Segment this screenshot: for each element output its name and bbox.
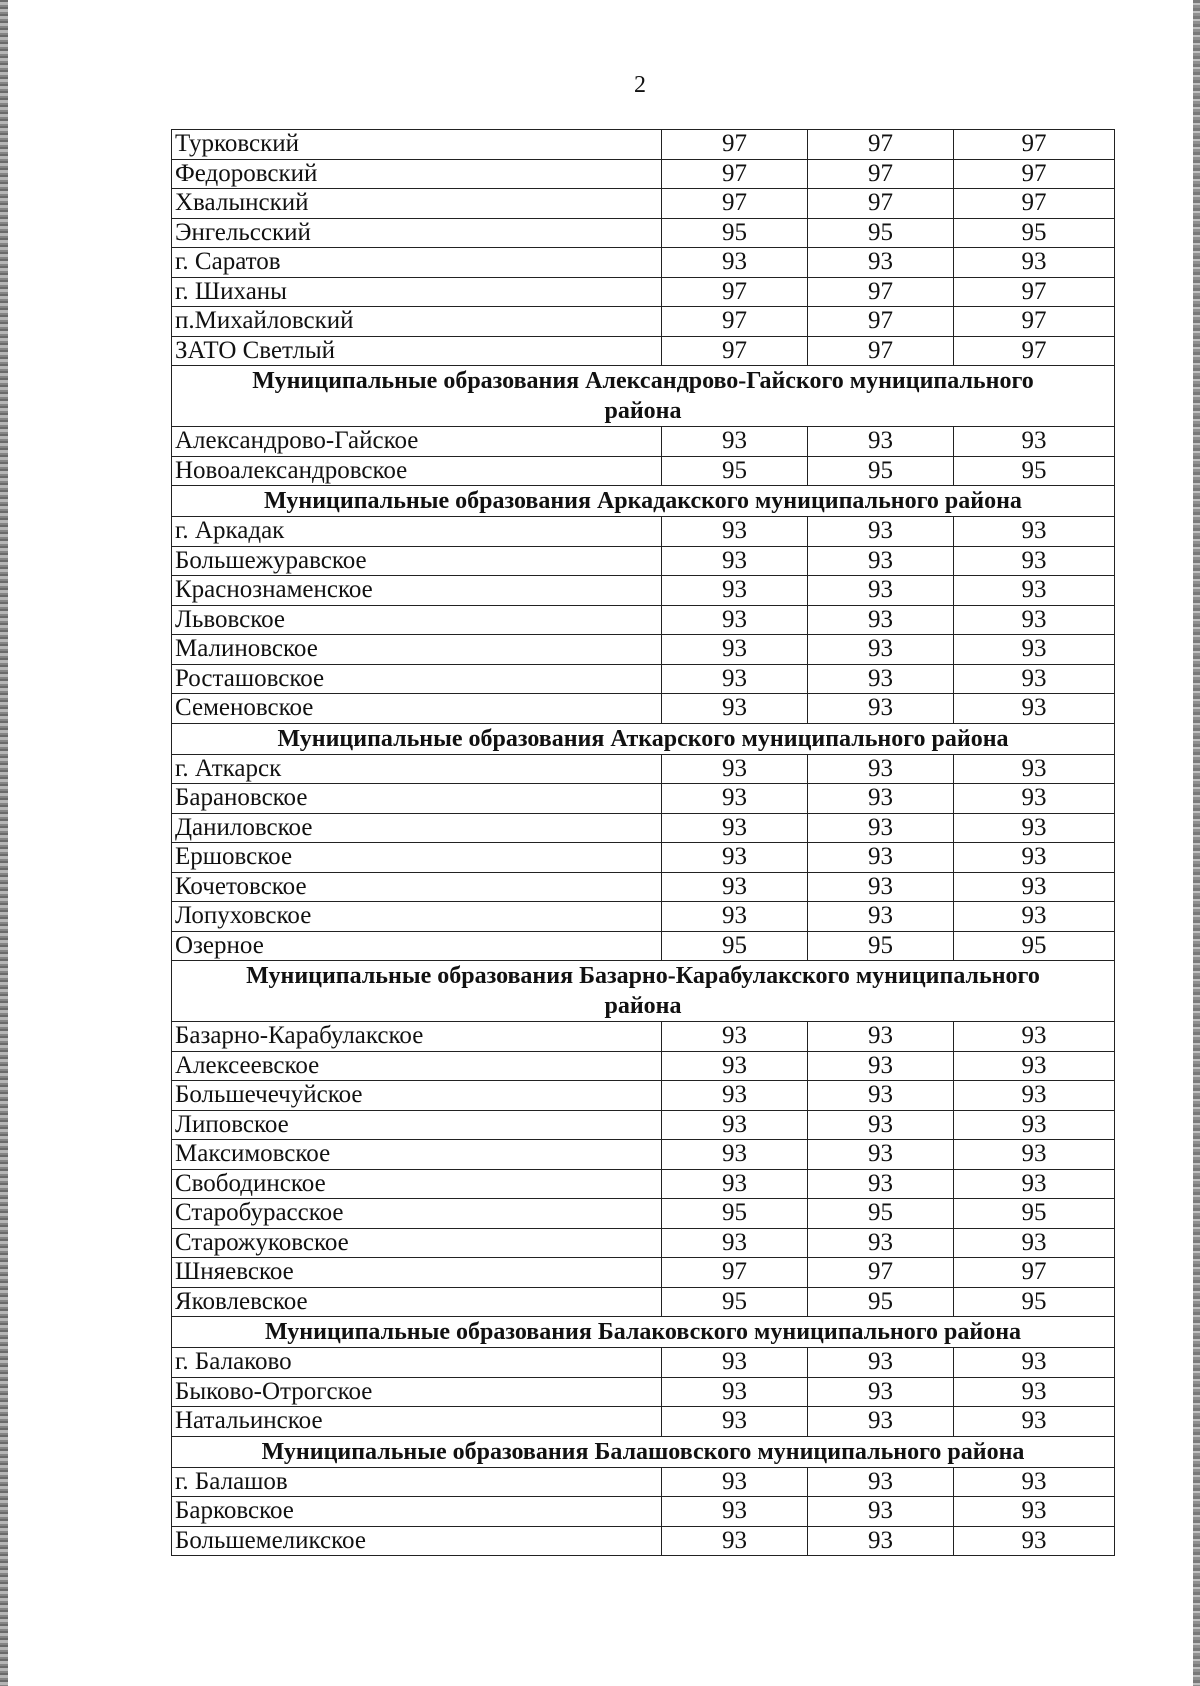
municipality-name: Быково-Отрогское xyxy=(172,1377,662,1407)
table-row xyxy=(172,1407,1115,1437)
municipality-name: Свободинское xyxy=(172,1169,662,1199)
value-col-1: 93 xyxy=(662,664,808,694)
value-col-1: 93 xyxy=(662,1497,808,1527)
table-row xyxy=(172,1497,1115,1527)
value-col-2: 97 xyxy=(808,277,954,307)
section-header: Муниципальные образования Базарно-Карабулакского муниципального района xyxy=(172,961,1115,1022)
value-col-2: 93 xyxy=(808,784,954,814)
value-col-3: 97 xyxy=(954,307,1115,337)
value-col-1: 93 xyxy=(662,1348,808,1378)
value-col-2: 95 xyxy=(808,1287,954,1317)
value-col-1: 97 xyxy=(662,336,808,366)
value-col-3: 93 xyxy=(954,248,1115,278)
table-row xyxy=(172,307,1115,337)
table-row xyxy=(172,694,1115,724)
value-col-1: 93 xyxy=(662,248,808,278)
table-row xyxy=(172,931,1115,961)
value-col-1: 93 xyxy=(662,576,808,606)
table-row xyxy=(172,784,1115,814)
value-col-2: 93 xyxy=(808,902,954,932)
table-row xyxy=(172,1110,1115,1140)
table-row xyxy=(172,1140,1115,1170)
municipality-name: Турковский xyxy=(172,130,662,160)
municipality-name: Энгельсский xyxy=(172,218,662,248)
value-col-1: 93 xyxy=(662,605,808,635)
municipality-name: Барановское xyxy=(172,784,662,814)
table-body xyxy=(172,130,1115,1556)
value-col-3: 95 xyxy=(954,1199,1115,1229)
value-col-2: 93 xyxy=(808,1467,954,1497)
section-header-row xyxy=(172,1436,1115,1467)
value-col-3: 93 xyxy=(954,1348,1115,1378)
value-col-3: 93 xyxy=(954,1407,1115,1437)
section-header-row xyxy=(172,723,1115,754)
section-header-row xyxy=(172,961,1115,1022)
municipality-name: Новоалександровское xyxy=(172,456,662,486)
table-row xyxy=(172,664,1115,694)
value-col-2: 93 xyxy=(808,427,954,457)
municipality-name: Озерное xyxy=(172,931,662,961)
value-col-3: 97 xyxy=(954,189,1115,219)
municipality-name: Краснознаменское xyxy=(172,576,662,606)
value-col-2: 93 xyxy=(808,1022,954,1052)
table-row xyxy=(172,1377,1115,1407)
value-col-2: 95 xyxy=(808,931,954,961)
value-col-3: 93 xyxy=(954,694,1115,724)
value-col-2: 93 xyxy=(808,1377,954,1407)
value-col-3: 97 xyxy=(954,277,1115,307)
value-col-2: 95 xyxy=(808,1199,954,1229)
municipality-name: Львовское xyxy=(172,605,662,635)
value-col-3: 93 xyxy=(954,784,1115,814)
municipality-name: Большемеликское xyxy=(172,1526,662,1556)
value-col-2: 93 xyxy=(808,1140,954,1170)
value-col-1: 97 xyxy=(662,130,808,160)
municipality-name: Семеновское xyxy=(172,694,662,724)
table-row xyxy=(172,1081,1115,1111)
value-col-1: 93 xyxy=(662,1377,808,1407)
value-col-2: 93 xyxy=(808,813,954,843)
municipality-name: Большежуравское xyxy=(172,546,662,576)
value-col-1: 93 xyxy=(662,1051,808,1081)
value-col-3: 93 xyxy=(954,517,1115,547)
section-header: Муниципальные образования Аткарского муниципального района xyxy=(172,723,1115,754)
table-row xyxy=(172,159,1115,189)
table-row xyxy=(172,1258,1115,1288)
value-col-1: 93 xyxy=(662,1526,808,1556)
municipality-name: Алексеевское xyxy=(172,1051,662,1081)
page-number: 2 xyxy=(634,72,646,98)
value-col-2: 97 xyxy=(808,1258,954,1288)
value-col-3: 93 xyxy=(954,1169,1115,1199)
municipality-name: Хвалынский xyxy=(172,189,662,219)
value-col-1: 93 xyxy=(662,1228,808,1258)
value-col-3: 93 xyxy=(954,635,1115,665)
value-col-3: 97 xyxy=(954,130,1115,160)
value-col-2: 93 xyxy=(808,1497,954,1527)
table-row xyxy=(172,872,1115,902)
municipality-name: г. Балаково xyxy=(172,1348,662,1378)
value-col-1: 93 xyxy=(662,635,808,665)
value-col-3: 93 xyxy=(954,605,1115,635)
section-header: Муниципальные образования Балашовского муниципального района xyxy=(172,1436,1115,1467)
value-col-3: 93 xyxy=(954,664,1115,694)
municipality-name: г. Аркадак xyxy=(172,517,662,547)
table-row xyxy=(172,1199,1115,1229)
municipality-name: Барковское xyxy=(172,1497,662,1527)
value-col-3: 93 xyxy=(954,427,1115,457)
municipality-name: Малиновское xyxy=(172,635,662,665)
value-col-3: 93 xyxy=(954,1497,1115,1527)
value-col-2: 93 xyxy=(808,1526,954,1556)
municipality-name: г. Аткарск xyxy=(172,754,662,784)
value-col-3: 95 xyxy=(954,1287,1115,1317)
value-col-2: 97 xyxy=(808,189,954,219)
value-col-2: 93 xyxy=(808,576,954,606)
municipality-name: Ершовское xyxy=(172,843,662,873)
value-col-2: 97 xyxy=(808,336,954,366)
section-header: Муниципальные образования Аркадакского муниципального района xyxy=(172,486,1115,517)
value-col-3: 93 xyxy=(954,1140,1115,1170)
municipality-name: Росташовское xyxy=(172,664,662,694)
municipality-name: Александрово-Гайское xyxy=(172,427,662,457)
value-col-1: 95 xyxy=(662,1287,808,1317)
value-col-2: 93 xyxy=(808,248,954,278)
value-col-2: 93 xyxy=(808,546,954,576)
value-col-1: 93 xyxy=(662,1110,808,1140)
value-col-1: 93 xyxy=(662,843,808,873)
value-col-1: 93 xyxy=(662,427,808,457)
value-col-3: 93 xyxy=(954,1022,1115,1052)
municipality-name: г. Балашов xyxy=(172,1467,662,1497)
section-header-row xyxy=(172,486,1115,517)
value-col-2: 93 xyxy=(808,517,954,547)
value-col-1: 93 xyxy=(662,694,808,724)
table-row xyxy=(172,189,1115,219)
value-col-2: 93 xyxy=(808,754,954,784)
scan-edge-left xyxy=(0,0,8,1686)
value-col-1: 93 xyxy=(662,1022,808,1052)
section-header: Муниципальные образования Балаковского муниципального района xyxy=(172,1317,1115,1348)
table-row xyxy=(172,248,1115,278)
value-col-2: 93 xyxy=(808,694,954,724)
municipality-name: Федоровский xyxy=(172,159,662,189)
value-col-3: 93 xyxy=(954,1467,1115,1497)
value-col-1: 93 xyxy=(662,1081,808,1111)
value-col-3: 93 xyxy=(954,1228,1115,1258)
value-col-2: 93 xyxy=(808,1110,954,1140)
value-col-2: 93 xyxy=(808,1348,954,1378)
value-col-3: 93 xyxy=(954,902,1115,932)
table-row xyxy=(172,843,1115,873)
section-header-row xyxy=(172,366,1115,427)
value-col-1: 97 xyxy=(662,277,808,307)
value-col-1: 97 xyxy=(662,159,808,189)
value-col-3: 93 xyxy=(954,754,1115,784)
table-row xyxy=(172,576,1115,606)
value-col-1: 95 xyxy=(662,931,808,961)
value-col-3: 97 xyxy=(954,1258,1115,1288)
municipality-name: Базарно-Карабулакское xyxy=(172,1022,662,1052)
table-row xyxy=(172,546,1115,576)
section-header: Муниципальные образования Александрово-Гайского муниципального района xyxy=(172,366,1115,427)
municipal-values-table xyxy=(171,129,1115,1556)
value-col-1: 93 xyxy=(662,1467,808,1497)
value-col-3: 95 xyxy=(954,456,1115,486)
value-col-1: 95 xyxy=(662,218,808,248)
value-col-1: 93 xyxy=(662,784,808,814)
value-col-2: 97 xyxy=(808,130,954,160)
municipality-name: Лопуховское xyxy=(172,902,662,932)
section-header-row xyxy=(172,1317,1115,1348)
municipality-name: Яковлевское xyxy=(172,1287,662,1317)
value-col-3: 97 xyxy=(954,336,1115,366)
municipality-name: п.Михайловский xyxy=(172,307,662,337)
table-row xyxy=(172,517,1115,547)
value-col-1: 97 xyxy=(662,307,808,337)
value-col-3: 93 xyxy=(954,1051,1115,1081)
value-col-3: 93 xyxy=(954,843,1115,873)
table-row xyxy=(172,277,1115,307)
municipality-name: Большечечуйское xyxy=(172,1081,662,1111)
value-col-2: 93 xyxy=(808,843,954,873)
municipality-name: Липовское xyxy=(172,1110,662,1140)
value-col-1: 93 xyxy=(662,517,808,547)
value-col-3: 95 xyxy=(954,931,1115,961)
table-row xyxy=(172,1526,1115,1556)
value-col-1: 97 xyxy=(662,1258,808,1288)
value-col-1: 97 xyxy=(662,189,808,219)
value-col-1: 95 xyxy=(662,1199,808,1229)
value-col-2: 95 xyxy=(808,456,954,486)
value-col-3: 93 xyxy=(954,813,1115,843)
value-col-2: 93 xyxy=(808,605,954,635)
table-row xyxy=(172,336,1115,366)
value-col-1: 93 xyxy=(662,1169,808,1199)
value-col-2: 93 xyxy=(808,664,954,694)
table-row xyxy=(172,1228,1115,1258)
value-col-1: 93 xyxy=(662,902,808,932)
table-row xyxy=(172,1022,1115,1052)
value-col-1: 93 xyxy=(662,1140,808,1170)
scan-edge-right xyxy=(1193,0,1200,1686)
value-col-2: 93 xyxy=(808,1169,954,1199)
value-col-3: 93 xyxy=(954,872,1115,902)
table-row xyxy=(172,1467,1115,1497)
value-col-2: 93 xyxy=(808,1407,954,1437)
table-row xyxy=(172,635,1115,665)
value-col-3: 93 xyxy=(954,1081,1115,1111)
municipality-name: г. Шиханы xyxy=(172,277,662,307)
value-col-2: 97 xyxy=(808,307,954,337)
value-col-2: 93 xyxy=(808,1081,954,1111)
municipality-name: Натальинское xyxy=(172,1407,662,1437)
value-col-2: 93 xyxy=(808,872,954,902)
municipality-name: Старожуковское xyxy=(172,1228,662,1258)
value-col-2: 93 xyxy=(808,635,954,665)
table-row xyxy=(172,218,1115,248)
value-col-1: 93 xyxy=(662,546,808,576)
table-row xyxy=(172,902,1115,932)
table-row xyxy=(172,456,1115,486)
value-col-2: 97 xyxy=(808,159,954,189)
value-col-3: 95 xyxy=(954,218,1115,248)
table-row xyxy=(172,813,1115,843)
table-row xyxy=(172,130,1115,160)
value-col-3: 93 xyxy=(954,1110,1115,1140)
municipality-name: г. Саратов xyxy=(172,248,662,278)
value-col-1: 95 xyxy=(662,456,808,486)
value-col-3: 93 xyxy=(954,546,1115,576)
municipality-name: Максимовское xyxy=(172,1140,662,1170)
municipality-name: ЗАТО Светлый xyxy=(172,336,662,366)
municipality-name: Шняевское xyxy=(172,1258,662,1288)
value-col-1: 93 xyxy=(662,754,808,784)
value-col-3: 93 xyxy=(954,1526,1115,1556)
municipality-name: Старобурасское xyxy=(172,1199,662,1229)
municipality-name: Даниловское xyxy=(172,813,662,843)
table-row xyxy=(172,1051,1115,1081)
table-row xyxy=(172,754,1115,784)
value-col-2: 93 xyxy=(808,1228,954,1258)
table-row xyxy=(172,1348,1115,1378)
table-row xyxy=(172,1169,1115,1199)
value-col-2: 95 xyxy=(808,218,954,248)
municipality-name: Кочетовское xyxy=(172,872,662,902)
value-col-2: 93 xyxy=(808,1051,954,1081)
table-row xyxy=(172,1287,1115,1317)
value-col-3: 93 xyxy=(954,576,1115,606)
table-row xyxy=(172,427,1115,457)
value-col-3: 93 xyxy=(954,1377,1115,1407)
table-row xyxy=(172,605,1115,635)
value-col-1: 93 xyxy=(662,813,808,843)
value-col-1: 93 xyxy=(662,1407,808,1437)
value-col-3: 97 xyxy=(954,159,1115,189)
value-col-1: 93 xyxy=(662,872,808,902)
